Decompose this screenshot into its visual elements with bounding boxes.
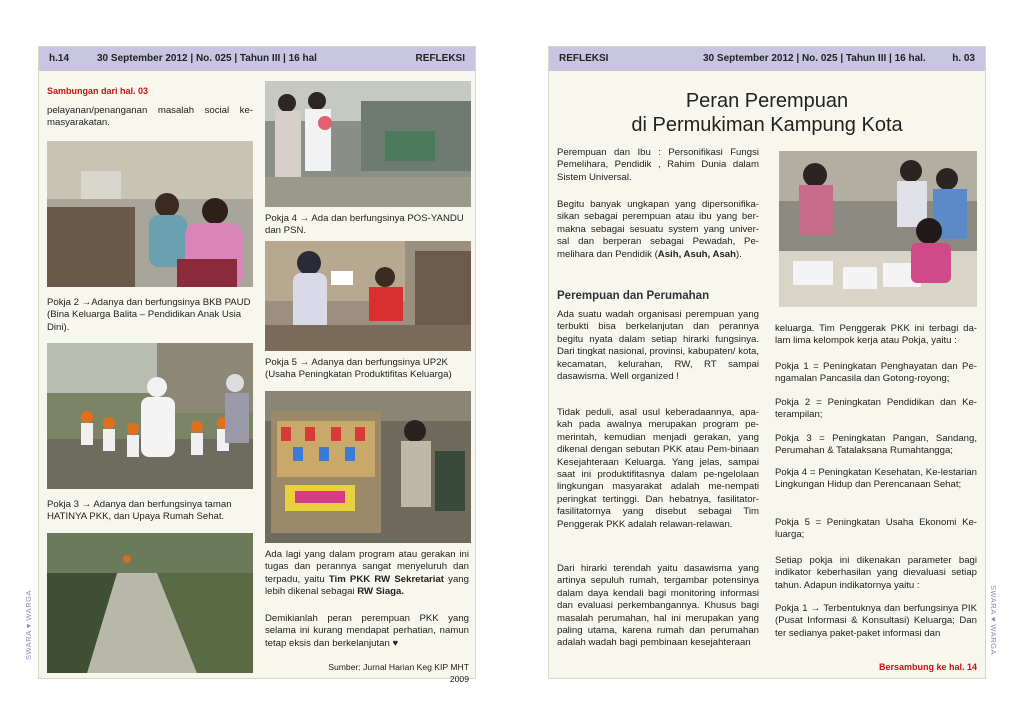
pokja4-item: Pokja 4 = Peningkatan Kesehatan, Ke-lestarian Lingkungan Hidup dan Perencanaan Sehat; (775, 467, 977, 491)
pokja5-caption: Pokja 5 → Adanya dan berfungsinya UP2K (Usaha Peningkatan Produktifitas Keluarga) (265, 357, 452, 381)
continued-from-label: Sambungan dari hal. 03 (47, 86, 149, 96)
paragraph-2: Ada suatu wadah organisasi perempuan yang terbukti bisa berkelanjutan dan perannya begitu nyata dalam setiap hirarki fungsinya. Dari tingkat nasional, provinsi, kabupaten/ kota, kecamatan, kelurahan, RW, RT sampai dasawisma. Well organized ! (557, 309, 759, 383)
alley-photo (47, 533, 253, 673)
p1-bold: Asih, Asuh, Asah (657, 248, 736, 260)
pokja5-photo (265, 241, 471, 351)
pokja3-item: Pokja 3 = Peningkatan Pangan, Sandang, Perumahan & Tatalaksana Rumahtangga; (775, 433, 977, 457)
p1-end: ). (735, 248, 742, 260)
pokja1-indicator: Pokja 1 → Terbentuknya dan berfungsinya PIK (Pusat Informasi & Konsultasi) Keluarga; Dan ter sedianya paket-paket informasi dan (775, 603, 977, 639)
paragraph-4: Dari hirarki terendah yaitu dasawisma yang artinya sepuluh rumah, tergambar potensinya dalam daya kendali bagi monitoring informasi dan evaluasi perkembangannya. Khusus bagi masalah perumahan, hal ini merupakan yang paling utama, karena rumah dan perumahan adalah wadah bagi pembinaan kesejahteraan (557, 563, 759, 649)
left-page-number: h.14 (49, 53, 70, 64)
pokja2-photo (47, 141, 253, 287)
col2-paragraph-1: keluarga. Tim Penggerak PKK ini terbagi da-lam lima kelompok kerja atau Pokja, yaitu : (775, 323, 977, 347)
pkk-meeting-photo (779, 151, 977, 307)
pokja3-photo (47, 343, 253, 489)
pokja2-item: Pokja 2 = Peningkatan Pendidikan dan Ke-terampilan; (775, 397, 977, 421)
right-page-number: h. 03 (952, 53, 975, 64)
closing-1-mid: yang lebih dikenal sebagai (265, 573, 469, 598)
paragraph-3: Tidak peduli, asal usul keberadaannya, apa-kah pada awalnya merupakan program pe-merintah, kemudian menjadi gerakan, yang dikenal dengan sebutan PKK atau Pem-binaan Kesejahteraan Keluarga. Yang jelas, sampai saat ini produktifitasnya dalam pe-ngelolaan lingkungan masyarakat adalah me-nempati peringkat tertinggi. Dan hebatnya, fasilitator-fasilitatornya yang disebut sebagai Tim Penggerak PKK adalah relawan-relawan. (557, 407, 759, 530)
pokja3-caption: Pokja 3 → Adanya dan berfungsinya taman HATINYA PKK, dan Upaya Rumah Sehat. (47, 499, 232, 523)
kiosk-photo (265, 391, 471, 543)
pokja4-caption: Pokja 4 → Ada dan berfungsinya POS-YANDU dan PSN. (265, 213, 464, 237)
right-page-header (549, 47, 985, 71)
closing-1-text: Ada lagi yang dalam program atau gerakan ini tugas dan perannya sangat menyeluruh dan terpadu, yaitu (265, 549, 469, 585)
pokja4-photo (265, 81, 471, 207)
closing-paragraph-2: Demikianlah peran perempuan PKK yang selama ini kurang mendapat perhatian, namun tetap eksis dan berkelanjutan ♥ (265, 613, 469, 649)
closing-paragraph-1 (265, 549, 469, 599)
pokja1-item: Pokja 1 = Peningkatan Penghayatan dan Pe-ngamalan Pancasila dan Gotong-royong; (775, 361, 977, 385)
left-page (38, 46, 476, 685)
right-side-label: SWARA ♥ WARGA (989, 585, 998, 655)
continued-to-label: Bersambung ke hal. 14 (878, 662, 977, 672)
right-issue-info: 30 September 2012 | No. 025 | Tahun III | 16 hal. (703, 53, 926, 64)
left-issue-info: 30 September 2012 | No. 025 | Tahun III | 16 hal (97, 53, 317, 64)
left-page-header (39, 47, 475, 71)
source-note: Sumber: Jurnal Harian Keg KIP MHT 2009 (328, 662, 469, 685)
intro-text: pelayanan/penanganan masalah social ke-masyarakatan. (47, 105, 253, 129)
lead-text: Perempuan dan Ibu : Personifikasi Fungsi Pemelihara, Pendidik , Rahim Dunia dalam Sistem Universal. (557, 147, 759, 183)
closing-1-bold: Tim PKK RW Sekretariat (328, 573, 444, 585)
p1-text: Begitu banyak ungkapan yang dipersonifika-sikan sebagai perempuan atau ibu yang ber-makna sebagai sesuatu system yang univer-sal dan berperan sebagai Pewadah, Pe-melihara dan Pendidik ( (557, 199, 759, 260)
left-section-label: REFLEKSI (415, 53, 465, 64)
right-page (548, 46, 986, 679)
article-title-line-1: Peran Perempuan (685, 90, 849, 112)
subheading: Perempuan dan Perumahan (557, 290, 710, 302)
article-title (559, 89, 975, 137)
pokja2-caption: Pokja 2 →Adanya dan berfungsinya BKB PAUD (Bina Keluarga Balita – Pendidikan Anak Usia Dini). (47, 297, 251, 333)
article-title-line-2: di Permukiman Kampung Kota (631, 114, 903, 136)
left-side-label: SWARA ♥ WARGA (24, 590, 33, 660)
closing-1-bold2: RW Siaga. (357, 586, 405, 598)
right-section-label: REFLEKSI (559, 53, 609, 64)
pokja5-item: Pokja 5 = Peningkatan Usaha Ekonomi Ke-luarga; (775, 517, 977, 541)
col2-paragraph-indicators: Setiap pokja ini dikenakan parameter bagi indikator keberhasilan yang dievaluasi setiap tahun. Adapun indikatornya yaitu : (775, 555, 977, 591)
paragraph-1 (557, 199, 759, 261)
